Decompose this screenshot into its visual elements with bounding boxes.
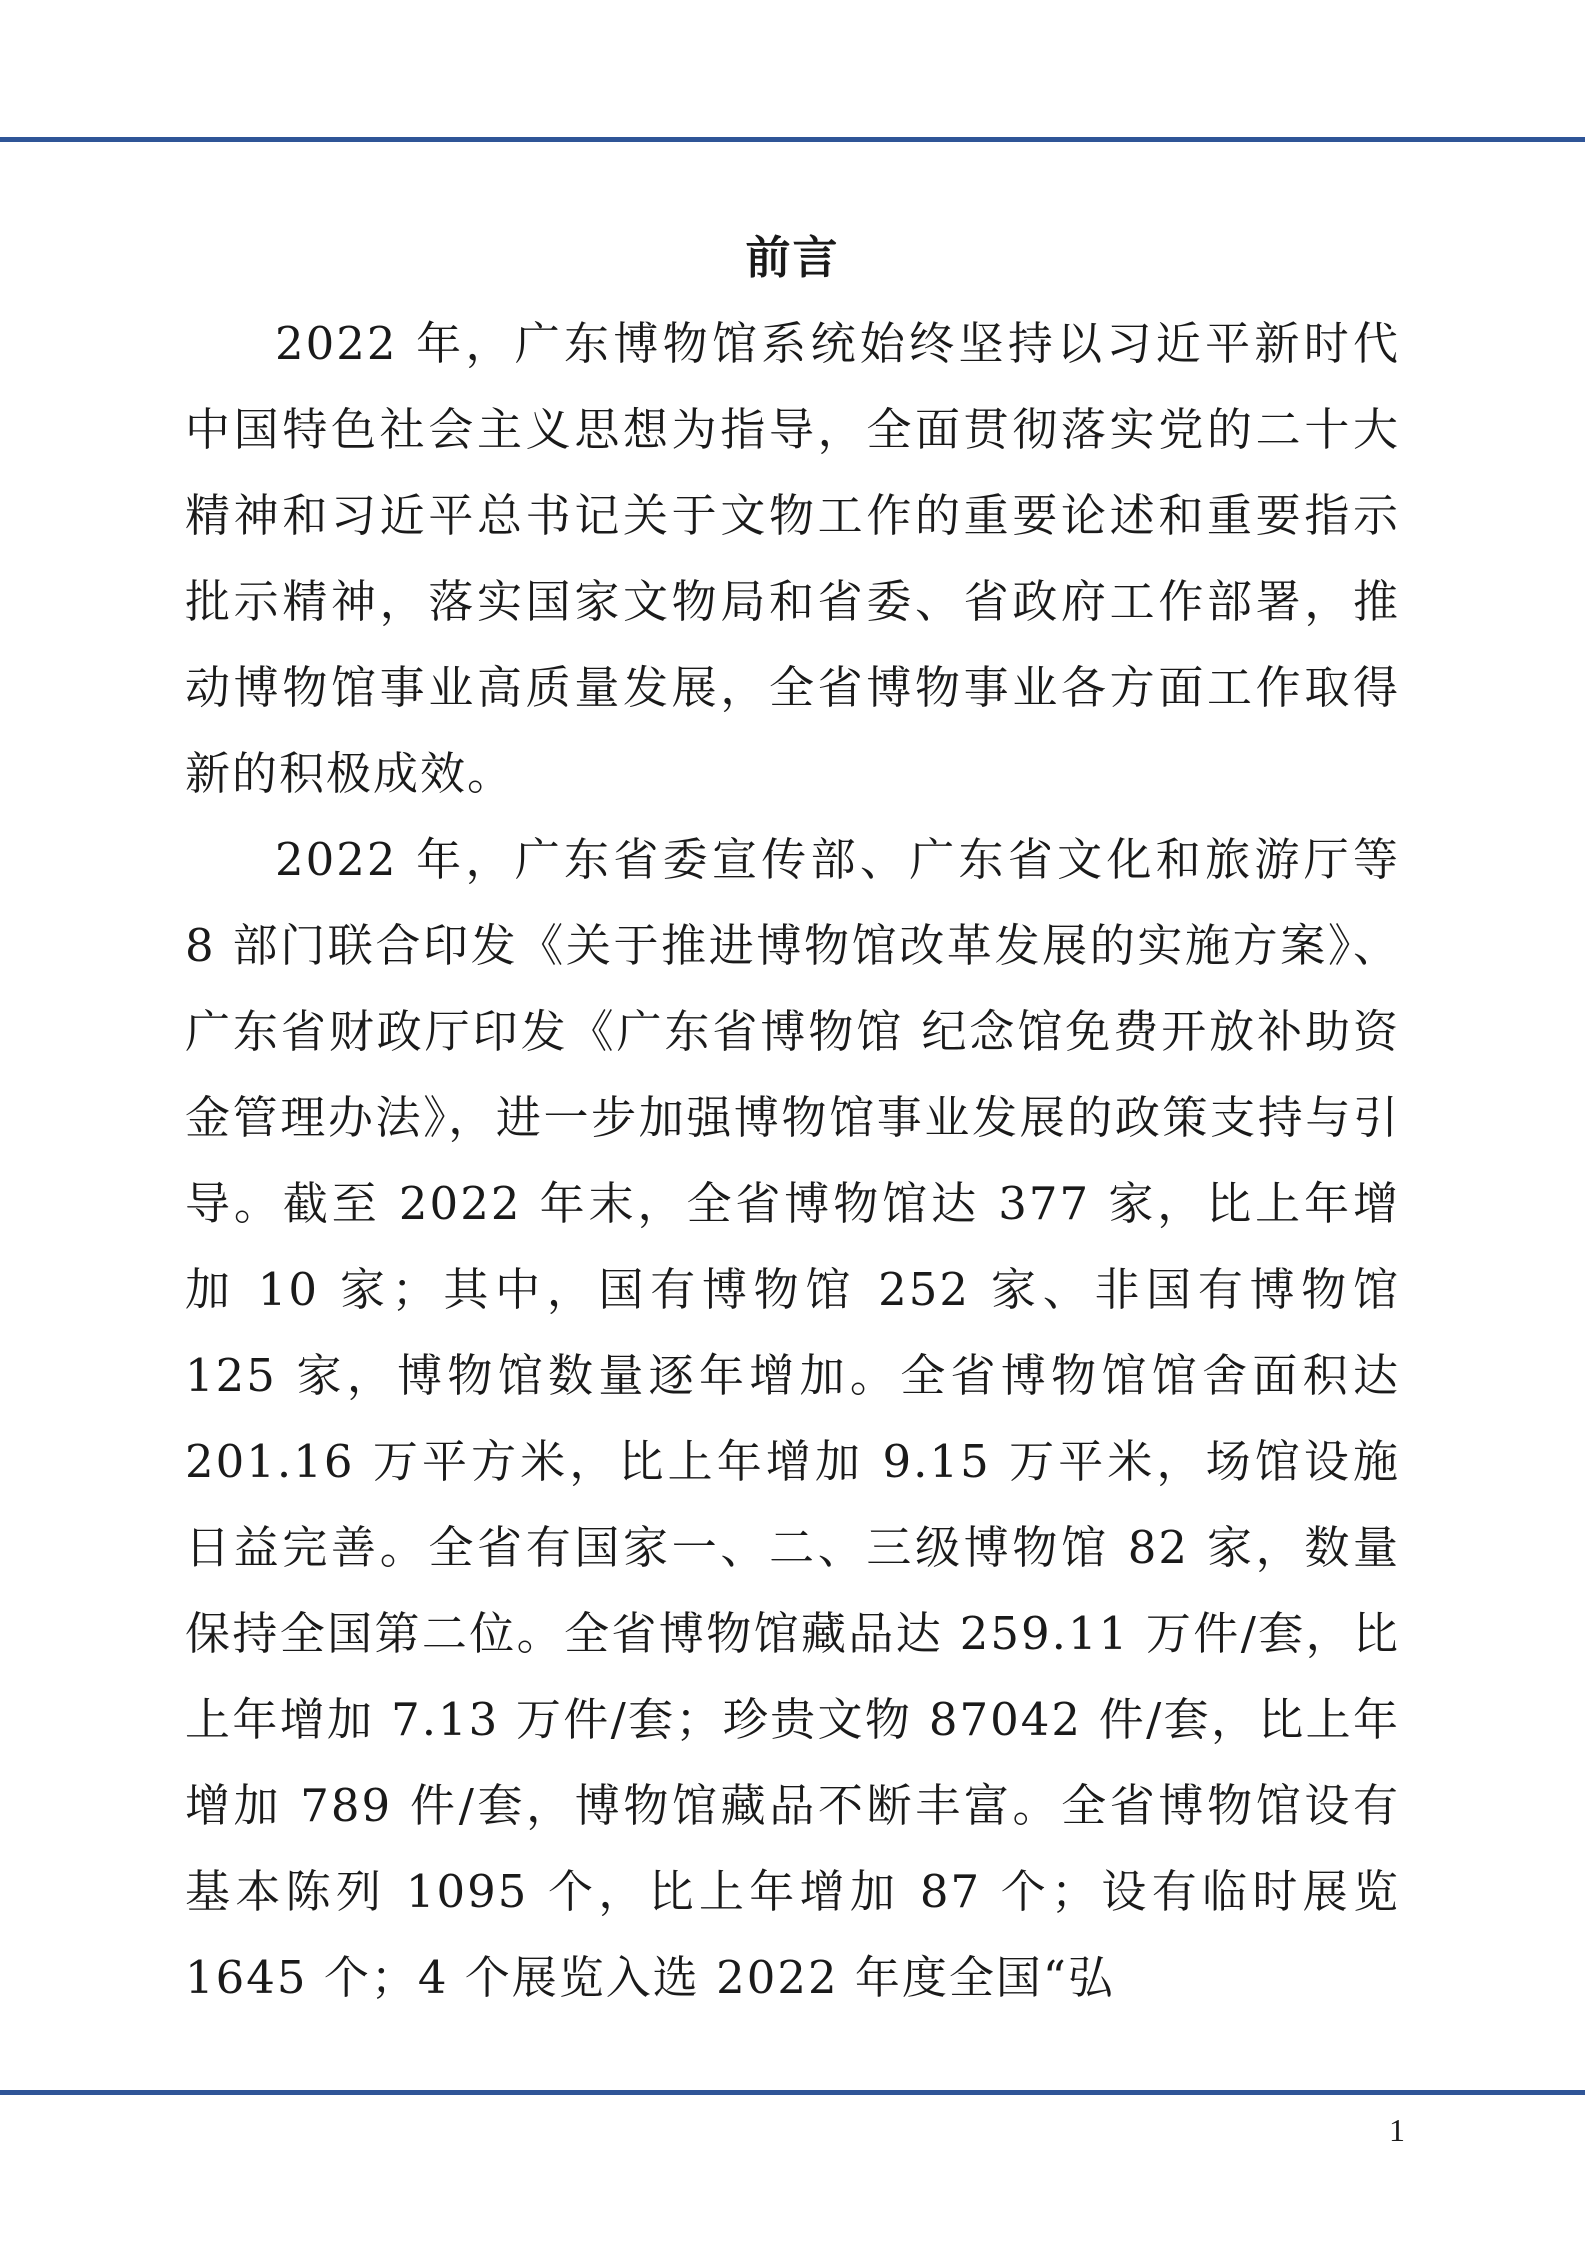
paragraph-2: 2022 年，广东省委宣传部、广东省文化和旅游厅等 8 部门联合印发《关于推进博物馆改革发展的实施方案》、广东省财政厅印发《广东省博物馆 纪念馆免费开放补助资金管理办法》，进一步加强博物馆事业发展的政策支持与引导。截至 2022 年末，全省博物馆达 377 家，比上年增加 10 家；其中，国有博物馆 252 家、非国有博物馆 125 家，博物馆数量逐年增加。全省博物馆馆舍面积达 201.16 万平方米，比上年增加 9.15 万平米，场馆设施日益完善。全省有国家一、二、三级博物馆 82 家，数量保持全国第二位。全省博物馆藏品达 259.11 万件/套，比上年增加 7.13 万件/套；珍贵文物 87042 件/套，比上年增加 789 件/套，博物馆藏品不断丰富。全省博物馆设有基本陈列 1095 个，比上年增加 87 个；设有临时展览 1645 个；4 个展览入选 2022 年度全国“弘	[185, 833, 1400, 2004]
page-title: 前言	[745, 231, 840, 285]
top-rule	[0, 137, 1585, 142]
paragraph-1: 2022 年，广东博物馆系统始终坚持以习近平新时代中国特色社会主义思想为指导，全面贯彻落实党的二十大精神和习近平总书记关于文物工作的重要论述和重要指示批示精神，落实国家文物局和省委、省政府工作部署，推动博物馆事业高质量发展，全省博物事业各方面工作取得新的积极成效。	[185, 317, 1400, 800]
page-number: 1	[1389, 2112, 1405, 2148]
body-text	[185, 301, 1400, 2021]
bottom-rule	[0, 2090, 1585, 2095]
